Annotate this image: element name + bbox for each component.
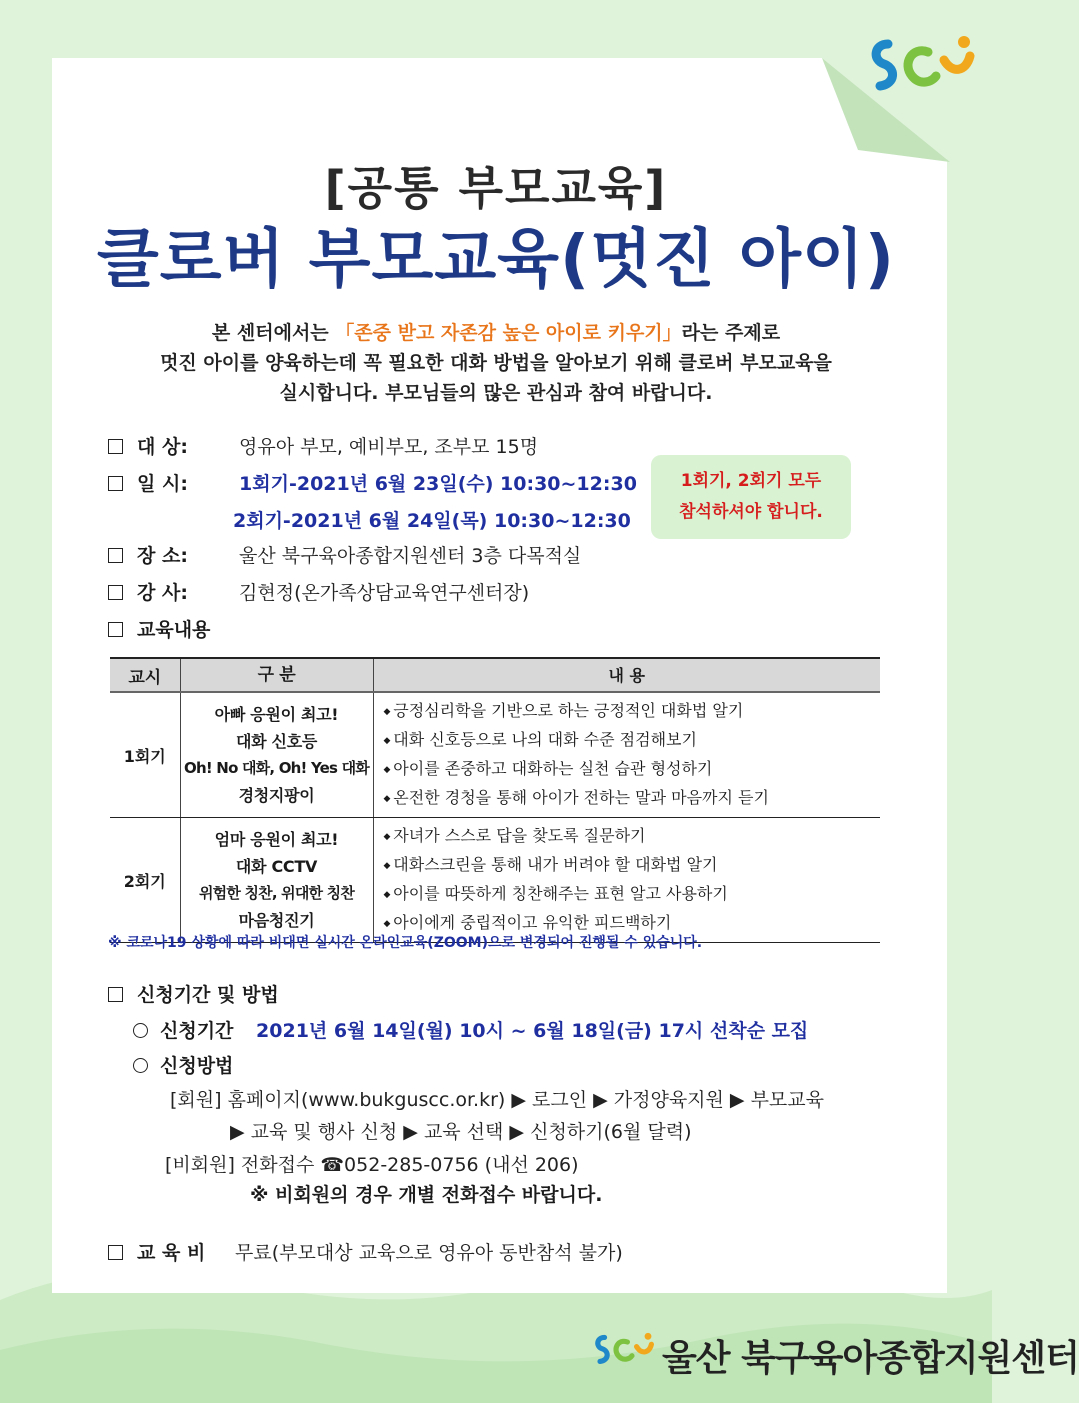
table-row xyxy=(110,692,880,818)
info-date-2-row xyxy=(233,508,631,534)
fee-value: 무료(부모대상 교육으로 영유아 동반참석 불가) xyxy=(235,1242,623,1264)
center-logo-icon xyxy=(866,30,978,102)
checkbox-square-icon xyxy=(108,439,123,454)
column-header: 내 용 xyxy=(373,658,880,692)
apply-period-label: 신청기간 xyxy=(160,1020,234,1042)
circle-bullet-icon xyxy=(133,1023,148,1038)
checkbox-square-icon xyxy=(108,987,123,1002)
apply-period xyxy=(133,1016,808,1043)
checkbox-square-icon xyxy=(108,1245,123,1260)
topic-item: Oh! No 대화, Oh! Yes 대화 xyxy=(184,759,369,777)
info-date-2: 2회기-2021년 6월 24일(목) 10:30~12:30 xyxy=(233,510,631,532)
content-item: ◆ 아이를 따뜻하게 칭찬해주는 표현 알고 사용하기 xyxy=(384,880,881,909)
topic-item: 대화 CCTV xyxy=(235,857,318,876)
intro-text: 실시합니다. 부모님들의 많은 관심과 참여 바랍니다. xyxy=(279,382,713,404)
info-date-1: 1회기-2021년 6월 23일(수) 10:30~12:30 xyxy=(239,473,637,495)
info-content-heading xyxy=(108,617,210,643)
covid-notice: ※ 코로나19 상황에 따라 비대면 실시간 온라인교육(ZOOM)으로 변경되어 진행될 수 있습니다. xyxy=(108,935,703,951)
topic-item: 위험한 칭찬, 위대한 칭찬 xyxy=(198,884,355,902)
info-value: 김현정(온가족상담교육연구센터장) xyxy=(239,582,530,604)
session-cell: 2회기 xyxy=(110,818,180,943)
apply-method xyxy=(133,1051,233,1078)
topic-item: 마음청진기 xyxy=(238,911,315,930)
content-cell xyxy=(373,692,880,818)
center-logo-icon xyxy=(592,1322,656,1378)
intro-text: 본 센터에서는 xyxy=(211,322,336,344)
intro-paragraph xyxy=(100,318,892,408)
footer-org-name: 울산 북구육아종합지원센터 xyxy=(662,1338,1079,1379)
topic-cell xyxy=(180,818,373,943)
attendance-note xyxy=(651,455,851,539)
info-value: 영유아 부모, 예비부모, 조부모 15명 xyxy=(239,436,539,458)
info-date xyxy=(108,471,637,497)
page-title: 클로버 부모교육(멋진 아이) xyxy=(96,223,896,297)
note-line: 1회기, 2회기 모두 xyxy=(680,471,822,491)
fee-row xyxy=(108,1238,623,1265)
intro-highlight: 「존중 받고 자존감 높은 아이로 키우기」 xyxy=(335,322,682,344)
content-item: ◆ 아이에게 중립적이고 유익한 피드백하기 xyxy=(384,909,881,938)
nonmember-method-line: [비회원] 전화접수 ☎052-285-0756 (내선 206) xyxy=(165,1154,579,1176)
intro-text: 라는 주제로 xyxy=(681,322,781,344)
checkbox-square-icon xyxy=(108,585,123,600)
apply-heading xyxy=(108,980,279,1007)
topic-item: 아빠 응원이 최고! xyxy=(214,705,339,724)
info-label: 장 소: xyxy=(137,545,188,567)
info-target xyxy=(108,434,538,460)
content-item: ◆ 온전한 경청을 통해 아이가 전하는 말과 마음까지 듣기 xyxy=(384,784,881,813)
topic-item: 엄마 응원이 최고! xyxy=(214,830,339,849)
fee-label: 교 육 비 xyxy=(137,1242,206,1264)
page-subtitle: [공통 부모교육] xyxy=(324,161,668,215)
member-method-line-2: ▶ 교육 및 행사 신청 ▶ 교육 선택 ▶ 신청하기(6월 달력) xyxy=(230,1121,692,1143)
apply-period-value: 2021년 6월 14일(월) 10시 ~ 6월 18일(금) 17시 선착순 모집 xyxy=(256,1020,809,1042)
column-header: 구 분 xyxy=(180,658,373,692)
content-cell xyxy=(373,818,880,943)
info-label: 대 상: xyxy=(137,436,188,458)
checkbox-square-icon xyxy=(108,548,123,563)
nonmember-warning: ※ 비회원의 경우 개별 전화접수 바랍니다. xyxy=(250,1184,603,1206)
content-item: ◆ 아이를 존중하고 대화하는 실천 습관 형성하기 xyxy=(384,755,881,784)
table-header-row xyxy=(110,658,880,692)
info-place xyxy=(108,543,581,569)
intro-text: 멋진 아이를 양육하는데 꼭 필요한 대화 방법을 알아보기 위해 클로버 부모교육을 xyxy=(160,352,832,374)
content-item: ◆ 대화스크린을 통해 내가 버려야 할 대화법 알기 xyxy=(384,851,881,880)
content-item: ◆ 자녀가 스스로 답을 찾도록 질문하기 xyxy=(384,822,881,851)
circle-bullet-icon xyxy=(133,1058,148,1073)
info-label: 교육내용 xyxy=(137,619,211,641)
apply-method-label: 신청방법 xyxy=(160,1055,234,1077)
topic-item: 경청지팡이 xyxy=(238,786,315,805)
checkbox-square-icon xyxy=(108,476,123,491)
footer-logo xyxy=(592,1322,1079,1382)
curriculum-table xyxy=(110,657,880,943)
content-item: ◆ 긍정심리학을 기반으로 하는 긍정적인 대화법 알기 xyxy=(384,697,881,726)
info-label: 일 시: xyxy=(137,473,188,495)
column-header: 교시 xyxy=(110,658,180,692)
member-method-line-1: [회원] 홈페이지(www.bukguscc.or.kr) ▶ 로그인 ▶ 가정양육지원 ▶ 부모교육 xyxy=(170,1089,824,1111)
content-item: ◆ 대화 신호등으로 나의 대화 수준 점검해보기 xyxy=(384,726,881,755)
session-cell: 1회기 xyxy=(110,692,180,818)
topic-cell xyxy=(180,692,373,818)
topic-item: 대화 신호등 xyxy=(235,732,318,751)
note-line: 참석하셔야 합니다. xyxy=(679,502,823,522)
table-row xyxy=(110,818,880,943)
info-value: 울산 북구육아종합지원센터 3층 다목적실 xyxy=(239,545,582,567)
info-label: 강 사: xyxy=(137,582,188,604)
checkbox-square-icon xyxy=(108,622,123,637)
info-lecturer xyxy=(108,580,529,606)
apply-heading-text: 신청기간 및 방법 xyxy=(137,984,279,1006)
